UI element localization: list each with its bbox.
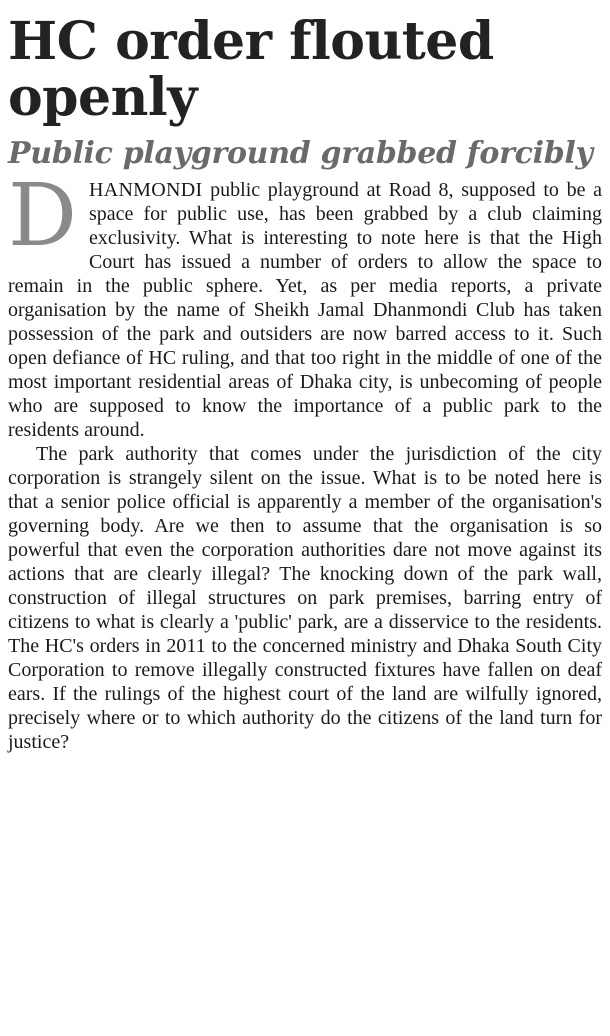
paragraph-1-text: public playground at Road 8, supposed to be a space for public use, has been grabbed by a club claiming exclusivity. What is interesting to note here is that the High Court has issued a number of orders to allow the space to remain in the public sphere. Yet, as per media reports, a private organisation by the name of Sheikh Jamal Dhanmondi Club has taken possession of the park and outsiders are now barred access to it. Such open defiance of HC ruling, and that too right in the middle of one of the most important residential areas of Dhaka city, is unbecoming of people who are supposed to know the importance of a public park to the residents around. bbox=[8, 179, 602, 441]
headline: HC order flouted openly bbox=[8, 11, 494, 128]
subheadline: Public playground grabbed forcibly bbox=[8, 136, 593, 171]
paragraph-2: The park authority that comes under the jurisdiction of the city corporation is strangely silent on the issue. What is to be noted here is that a senior police official is apparently a member of the organisation's governing body. Are we then to assume that the organisation is so powerful that even the corporation authorities dare not move against its actions that are clearly illegal? The knocking down of the park wall, construction of illegal structures on park premises, barring entry of citizens to what is clearly a 'public' park, are a disservice to the residents. The HC's orders in 2011 to the concerned ministry and Dhaka South City Corporation to remove illegally constructed fixtures have fallen on deaf ears. If the rulings of the highest court of the land are wilfully ignored, precisely where or to which authority do the citizens of the land turn for justice? bbox=[8, 443, 602, 753]
drop-cap: D bbox=[8, 166, 77, 266]
lead-caps: HANMONDI bbox=[88, 179, 203, 201]
editorial-article bbox=[8, 11, 602, 754]
article-body bbox=[8, 166, 602, 754]
paragraph-1 bbox=[8, 166, 602, 442]
